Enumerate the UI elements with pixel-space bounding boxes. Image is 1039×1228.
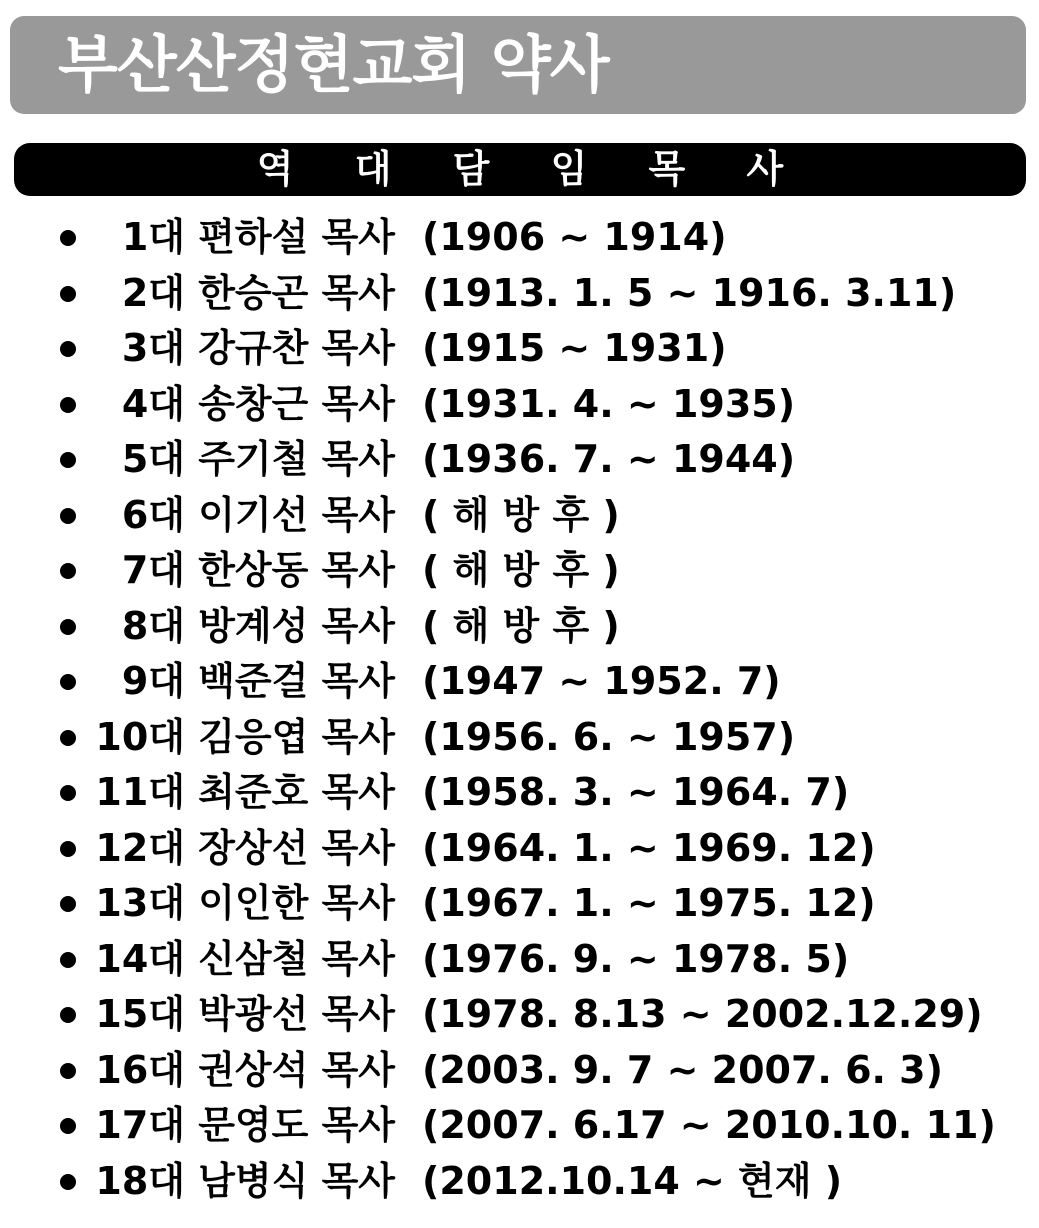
pastor-term: ( 해 방 후 ) (422, 603, 620, 648)
bullet-icon (60, 341, 76, 357)
pastor-name: 6대 이기선 목사 (121, 492, 395, 537)
pastor-name: 14대 신삼철 목사 (95, 936, 395, 981)
pastor-name: 9대 백준걸 목사 (121, 659, 395, 703)
bullet-icon (60, 230, 76, 246)
pastor-name: 5대 주기철 목사 (121, 437, 395, 481)
list-item (0, 987, 1039, 1043)
pastor-term: (2007. 6.17 ~ 2010.10. 11) (422, 1103, 996, 1147)
list-item (0, 377, 1039, 433)
bullet-icon (60, 563, 76, 579)
bullet-icon (60, 841, 76, 857)
pastor-term: (1958. 3. ~ 1964. 7) (422, 770, 850, 814)
pastor-term: (1947 ~ 1952. 7) (422, 659, 781, 703)
bullet-icon (60, 730, 76, 746)
list-item (0, 432, 1039, 488)
bullet-icon (60, 952, 76, 968)
bullet-icon (60, 896, 76, 912)
section-header: 역 대 담 임 목 사 (14, 143, 1026, 196)
bullet-icon (60, 785, 76, 801)
list-item (0, 266, 1039, 322)
page-title: 부산산정현교회 약사 (58, 28, 609, 101)
pastor-term: (1906 ~ 1914) (422, 215, 727, 259)
bullet-icon (60, 508, 76, 524)
bullet-icon (60, 1174, 76, 1190)
list-item (0, 821, 1039, 877)
pastor-name: 1대 편하설 목사 (121, 215, 395, 259)
bullet-icon (60, 1118, 76, 1134)
bullet-icon (60, 1063, 76, 1079)
list-item (0, 1098, 1039, 1154)
pastor-term: (1964. 1. ~ 1969. 12) (422, 825, 876, 870)
pastor-term: (1976. 9. ~ 1978. 5) (422, 936, 850, 981)
bullet-icon (60, 397, 76, 413)
list-item (0, 1154, 1039, 1210)
pastor-name: 3대 강규찬 목사 (121, 326, 395, 370)
pastor-name: 2대 한승곤 목사 (121, 270, 395, 315)
bullet-icon (60, 1007, 76, 1023)
bullet-icon (60, 286, 76, 302)
bullet-icon (60, 674, 76, 690)
pastor-term: (1956. 6. ~ 1957) (422, 714, 796, 759)
pastor-term: (1936. 7. ~ 1944) (422, 437, 796, 481)
pastor-term: ( 해 방 후 ) (422, 548, 620, 592)
list-item (0, 321, 1039, 377)
pastor-term: (2012.10.14 ~ 현재 ) (422, 1158, 843, 1203)
pastor-name: 10대 김응엽 목사 (95, 714, 395, 759)
pastor-name: 12대 장상선 목사 (95, 825, 395, 870)
pastor-term: (1913. 1. 5 ~ 1916. 3.11) (422, 270, 957, 315)
pastor-term: ( 해 방 후 ) (422, 492, 620, 537)
list-item (0, 1043, 1039, 1099)
pastor-name: 7대 한상동 목사 (121, 548, 395, 592)
pastor-list (0, 210, 1039, 1209)
list-item (0, 765, 1039, 821)
pastor-name: 18대 남병식 목사 (95, 1158, 395, 1203)
pastor-term: (1931. 4. ~ 1935) (422, 381, 796, 426)
pastor-name: 8대 방계성 목사 (121, 603, 395, 648)
bullet-icon (60, 619, 76, 635)
list-item (0, 543, 1039, 599)
list-item (0, 710, 1039, 766)
list-item (0, 932, 1039, 988)
pastor-name: 4대 송창근 목사 (121, 381, 395, 426)
pastor-term: (1915 ~ 1931) (422, 326, 727, 370)
pastor-name: 11대 최준호 목사 (95, 770, 395, 814)
pastor-term: (1967. 1. ~ 1975. 12) (422, 881, 876, 925)
pastor-term: (1978. 8.13 ~ 2002.12.29) (422, 992, 983, 1036)
list-item (0, 654, 1039, 710)
list-item (0, 210, 1039, 266)
pastor-name: 15대 박광선 목사 (95, 992, 395, 1036)
list-item (0, 876, 1039, 932)
pastor-name: 16대 권상석 목사 (95, 1047, 395, 1092)
pastor-term: (2003. 9. 7 ~ 2007. 6. 3) (422, 1047, 943, 1092)
list-item (0, 488, 1039, 544)
pastor-name: 13대 이인한 목사 (95, 881, 395, 925)
list-item (0, 599, 1039, 655)
pastor-name: 17대 문영도 목사 (95, 1103, 395, 1147)
bullet-icon (60, 452, 76, 468)
